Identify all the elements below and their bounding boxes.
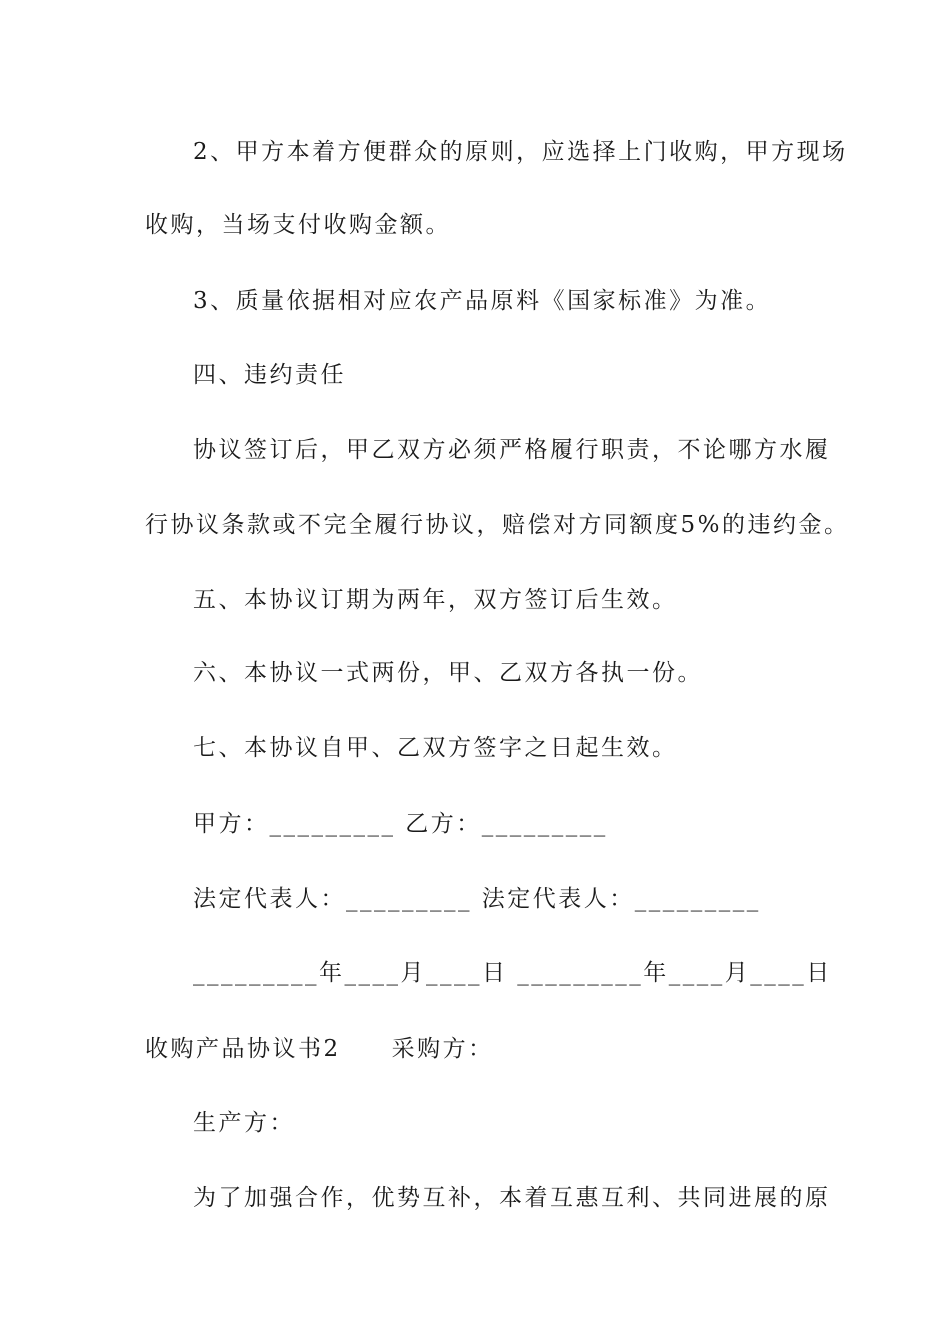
paragraph-line: 五、本协议订期为两年，双方签订后生效。 [193, 587, 678, 613]
signature-parties-line: 甲方：_________ 乙方：_________ [193, 811, 608, 837]
producer-label: 生产方： [193, 1110, 295, 1136]
paragraph-line: 协议签订后，甲乙双方必须严格履行职责，不论哪方水履 [193, 437, 831, 463]
paragraph-line: 七、本协议自甲、乙双方签字之日起生效。 [193, 735, 678, 761]
date-line: _________年____月____日 _________年____月____日 [193, 960, 832, 986]
paragraph-line: 2、甲方本着方便群众的原则，应选择上门收购，甲方现场 [193, 139, 848, 165]
paragraph-line: 为了加强合作，优势互补，本着互惠互利、共同进展的原 [193, 1185, 831, 1211]
document-title-line: 收购产品协议书2 采购方： [145, 1036, 494, 1062]
paragraph-line: 六、本协议一式两份，甲、乙双方各执一份。 [193, 660, 703, 686]
paragraph-line: 3、质量依据相对应农产品原料《国家标准》为准。 [193, 288, 772, 314]
section-heading: 四、违约责任 [193, 362, 346, 388]
legal-representative-line: 法定代表人：_________ 法定代表人：_________ [193, 886, 761, 912]
paragraph-line: 行协议条款或不完全履行协议，赔偿对方同额度5%的违约金。 [145, 512, 850, 538]
paragraph-line: 收购，当场支付收购金额。 [145, 212, 451, 238]
